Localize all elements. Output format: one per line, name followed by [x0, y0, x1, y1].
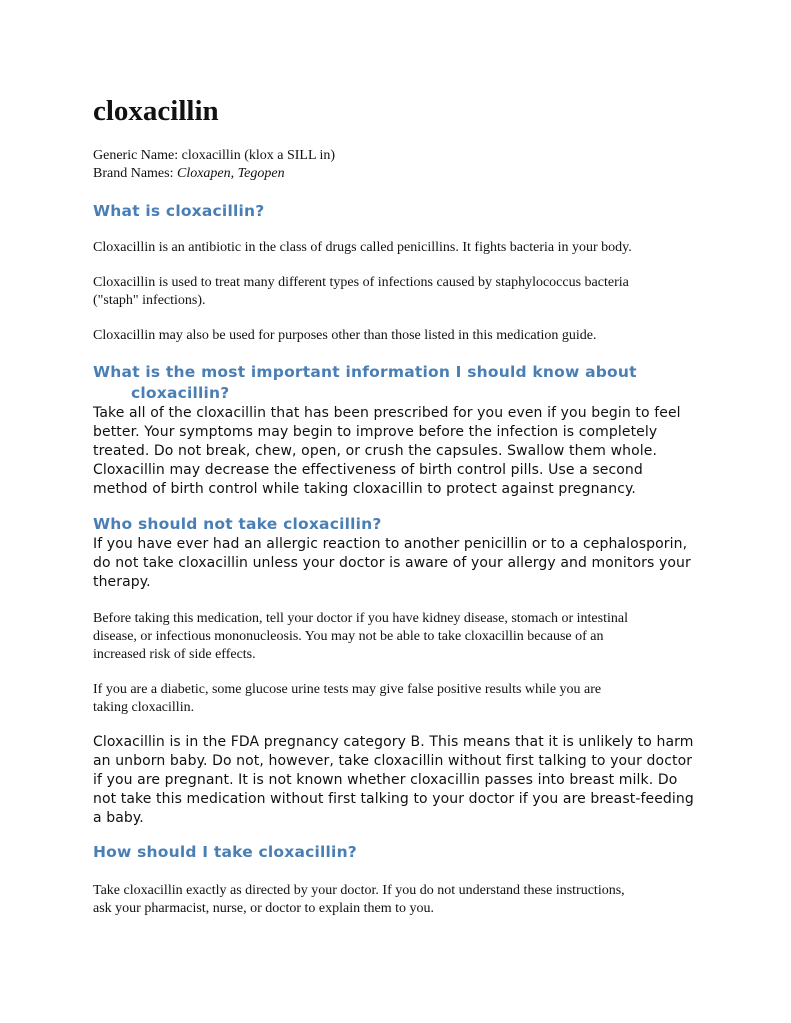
text-line: better. Your symptoms may begin to improve before the infection is completely [93, 424, 658, 440]
generic-name-value: cloxacillin (klox a SILL in) [181, 148, 336, 163]
heading-important-info [93, 362, 703, 404]
what-is-paragraph-3 [93, 327, 703, 345]
text-line: Take all of the cloxacillin that has been prescribed for you even if you begin to feel [93, 405, 681, 421]
text-line: therapy. [93, 574, 151, 590]
brand-names-label: Brand Names: [93, 166, 174, 181]
brand-names-line [93, 165, 703, 183]
generic-name-label: Generic Name: [93, 148, 179, 163]
heading-line: What is the most important information I should know about [93, 363, 637, 381]
brand-names-value: Cloxapen, Tegopen [176, 166, 285, 181]
text-line: ("staph" infections). [93, 293, 206, 308]
text-line: Take cloxacillin exactly as directed by your doctor. If you do not understand these instructions, [93, 883, 625, 898]
generic-name-line [93, 147, 703, 165]
text-line: if you are pregnant. It is not known whether cloxacillin passes into breast milk. Do [93, 772, 678, 788]
how-take-paragraph-1 [93, 882, 703, 918]
heading-what-is: What is cloxacillin? [93, 202, 265, 220]
text-line: Cloxacillin is an antibiotic in the class of drugs called penicillins. It fights bacteria in your body. [93, 240, 632, 255]
text-line: Cloxacillin is in the FDA pregnancy category B. This means that it is unlikely to harm [93, 734, 694, 750]
text-line: an unborn baby. Do not, however, take cloxacillin without first talking to your doctor [93, 753, 693, 769]
text-line: Cloxacillin is used to treat many different types of infections caused by staphylococcus bacteria [93, 275, 629, 290]
document-title: cloxacillin [93, 95, 219, 127]
who-not-paragraph-2 [93, 610, 703, 664]
text-line: treated. Do not break, chew, open, or crush the capsules. Swallow them whole. [93, 443, 658, 459]
text-line: do not take cloxacillin unless your doctor is aware of your allergy and monitors your [93, 555, 691, 571]
who-not-paragraph-4 [93, 733, 703, 828]
important-info-paragraph [93, 404, 703, 499]
document-page [93, 94, 703, 918]
text-line: Cloxacillin may decrease the effectiveness of birth control pills. Use a second [93, 462, 643, 478]
text-line: method of birth control while taking cloxacillin to protect against pregnancy. [93, 481, 636, 497]
who-not-paragraph-1 [93, 535, 703, 592]
text-line: Cloxacillin may also be used for purposes other than those listed in this medication guide. [93, 328, 597, 343]
text-line: increased risk of side effects. [93, 647, 256, 662]
text-line: not take this medication without first talking to your doctor if you are breast-feeding [93, 791, 694, 807]
text-line: If you have ever had an allergic reaction to another penicillin or to a cephalosporin, [93, 536, 688, 552]
who-not-paragraph-3 [93, 681, 703, 717]
text-line: a baby. [93, 810, 144, 826]
heading-line: cloxacillin? [131, 384, 230, 402]
text-line: Before taking this medication, tell your doctor if you have kidney disease, stomach or intestinal [93, 611, 628, 626]
what-is-paragraph-1 [93, 239, 703, 257]
what-is-paragraph-2 [93, 274, 703, 310]
text-line: disease, or infectious mononucleosis. You may not be able to take cloxacillin because of an [93, 629, 604, 644]
text-line: If you are a diabetic, some glucose urine tests may give false positive results while you are [93, 682, 602, 697]
text-line: ask your pharmacist, nurse, or doctor to explain them to you. [93, 901, 434, 916]
heading-how-to-take: How should I take cloxacillin? [93, 843, 357, 861]
heading-who-should-not: Who should not take cloxacillin? [93, 515, 382, 533]
text-line: taking cloxacillin. [93, 700, 195, 715]
